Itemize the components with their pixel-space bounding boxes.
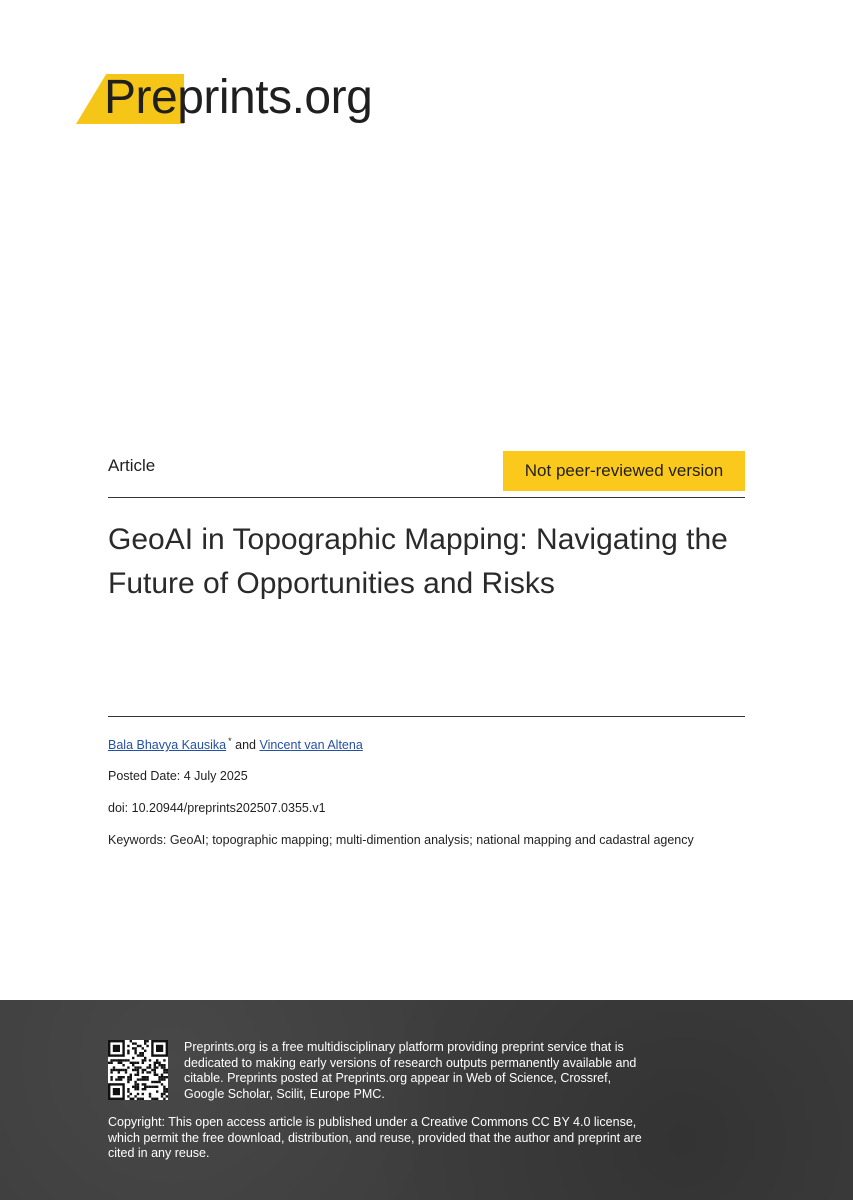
divider-bottom [108, 716, 745, 717]
divider-top [108, 497, 745, 498]
logo-prefix: Pre [104, 71, 178, 124]
article-type-label: Article [108, 456, 156, 475]
logo-text [104, 66, 372, 130]
qr-code-icon[interactable] [108, 1040, 168, 1100]
author-link-van-altena[interactable]: Vincent van Altena [259, 738, 363, 752]
doi: doi: 10.20944/preprints202507.0355.v1 [108, 801, 326, 815]
logo-suffix: prints.org [177, 71, 373, 124]
corresponding-author-marker: * [228, 736, 232, 746]
footer-description: Preprints.org is a free multidisciplinary platform providing preprint service that is dedicated to making early versions of research outputs permanently available and citable. Preprints posted at Preprints.org appear in Web of Science, Crossref, Google Scholar, Scilit, Europe PMC. [184, 1040, 637, 1101]
author-list [108, 737, 363, 754]
author-link-kausika[interactable]: Bala Bhavya Kausika [108, 738, 227, 752]
footer-banner [0, 1000, 853, 1200]
author-separator: and [231, 738, 260, 752]
keywords: Keywords: GeoAI; topographic mapping; multi-dimention analysis; national mapping and cadastral agency [108, 833, 694, 847]
preprints-logo [76, 66, 406, 130]
peer-review-badge: Not peer-reviewed version [503, 451, 745, 491]
footer-copyright: Copyright: This open access article is published under a Creative Commons CC BY 4.0 license, which permit the free download, distribution, and reuse, provided that the author and preprint are cited in any reuse. [108, 1115, 642, 1160]
posted-date: Posted Date: 4 July 2025 [108, 769, 248, 783]
qr-code-graphic [108, 1040, 168, 1100]
article-title: GeoAI in Topographic Mapping: Navigating the Future of Opportunities and Risks [108, 523, 728, 600]
